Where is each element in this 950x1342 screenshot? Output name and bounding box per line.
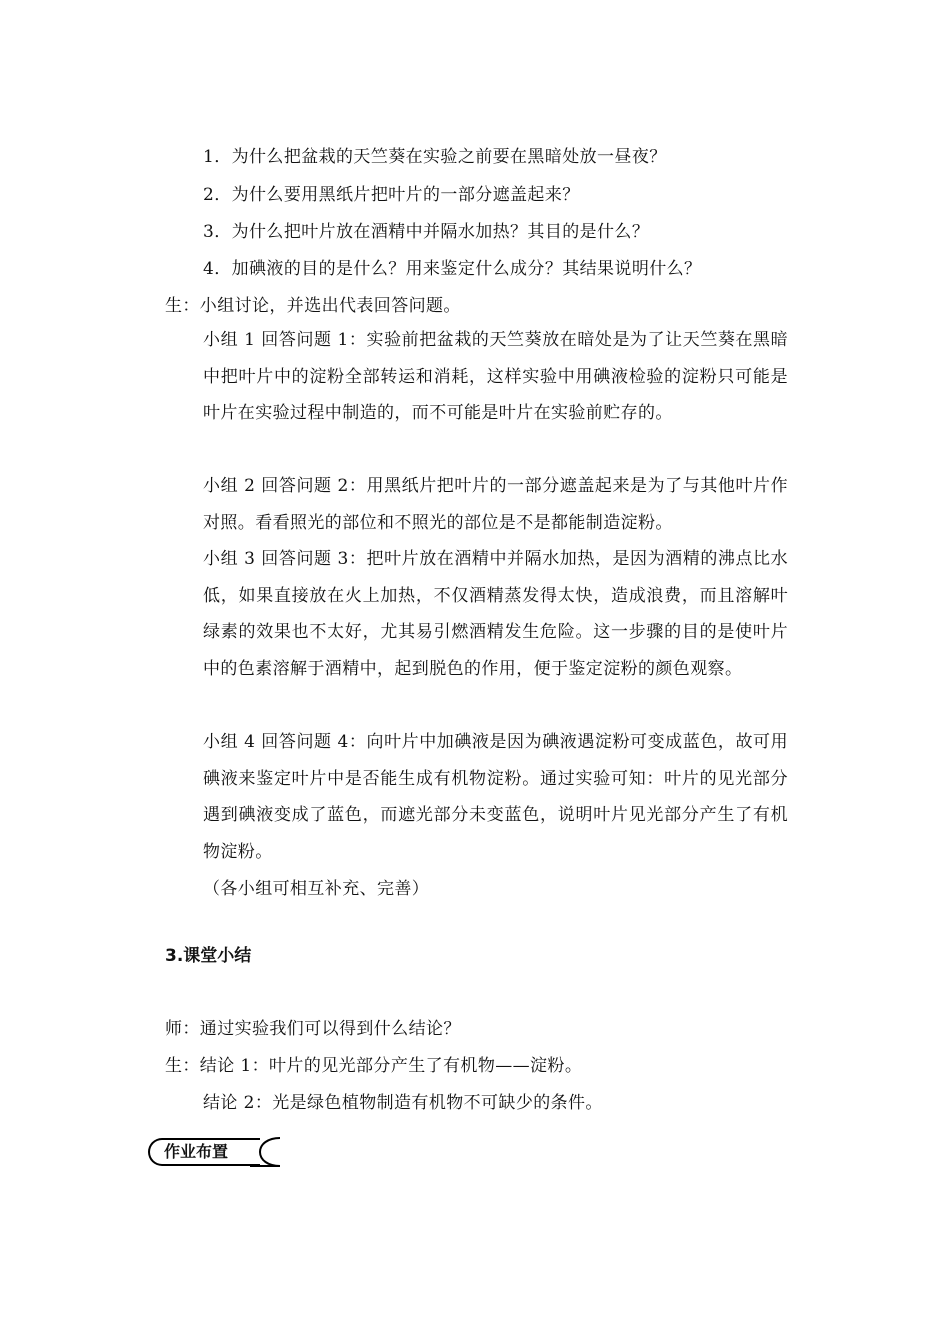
answer-group-2: 小组 2 回答问题 2：用黑纸片把叶片的一部分遮盖起来是为了与其他叶片作对照。看看照光的部位和不照光的部位是不是都能制造淀粉。: [203, 476, 788, 533]
badge-crescent-icon: [250, 1134, 282, 1170]
conclusion-2: 结论 2：光是绿色植物制造有机物不可缺少的条件。: [203, 1093, 603, 1113]
question-3: 3．为什么把叶片放在酒精中并隔水加热？其目的是什么？: [203, 222, 650, 242]
homework-badge: 作业布置: [148, 1138, 260, 1166]
answer-group-4: 小组 4 回答问题 4：向叶片中加碘液是因为碘液遇淀粉可变成蓝色，故可用碘液来鉴定叶片中是否能生成有机物淀粉。通过实验可知：叶片的见光部分遇到碘液变成了蓝色，而遮光部分未变蓝色，说明叶片见光部分产生了有机物淀粉。: [203, 732, 788, 862]
teacher-question: 师：通过实验我们可以得到什么结论？: [165, 1019, 461, 1039]
question-2: 2．为什么要用黑纸片把叶片的一部分遮盖起来？: [203, 185, 580, 205]
question-4: 4．加碘液的目的是什么？用来鉴定什么成分？其结果说明什么？: [203, 259, 702, 279]
answer-group-3: 小组 3 回答问题 3：把叶片放在酒精中并隔水加热，是因为酒精的沸点比水低，如果直接放在火上加热，不仅酒精蒸发得太快，造成浪费，而且溶解叶绿素的效果也不太好，尤其易引燃酒精发生危险。这一步骤的目的是使叶片中的色素溶解于酒精中，起到脱色的作用，便于鉴定淀粉的颜色观察。: [203, 549, 788, 679]
supplement-note: （各小组可相互补充、完善）: [203, 879, 430, 899]
answer-group-1: 小组 1 回答问题 1：实验前把盆栽的天竺葵放在暗处是为了让天竺葵在黑暗中把叶片中的淀粉全部转运和消耗，这样实验中用碘液检验的淀粉只可能是叶片在实验过程中制造的，而不可能是叶片在实验前贮存的。: [203, 330, 788, 423]
question-1: 1．为什么把盆栽的天竺葵在实验之前要在黑暗处放一昼夜？: [203, 147, 667, 167]
section-heading: 3.课堂小结: [165, 946, 252, 966]
conclusion-1: 生：结论 1：叶片的见光部分产生了有机物——淀粉。: [165, 1056, 583, 1076]
student-discussion: 生：小组讨论，并选出代表回答问题。: [165, 296, 461, 316]
